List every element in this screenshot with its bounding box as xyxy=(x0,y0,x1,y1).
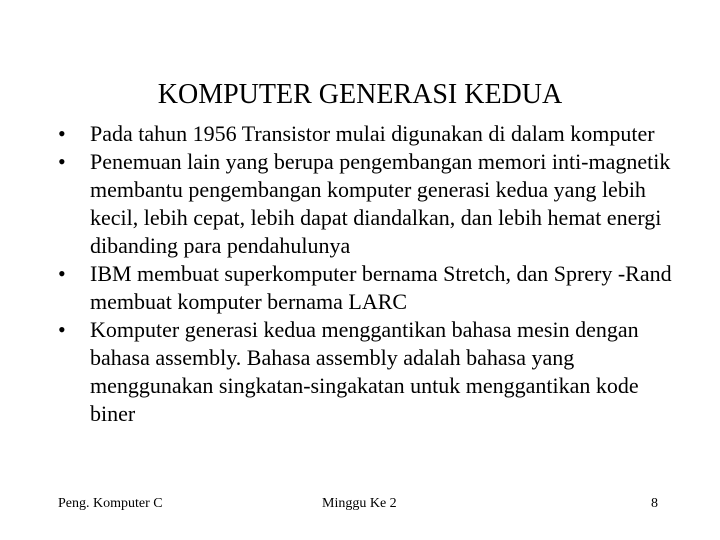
bullet-list xyxy=(58,120,678,428)
bullet-item xyxy=(58,120,678,148)
bullet-item xyxy=(58,316,678,428)
bullet-marker: • xyxy=(58,261,66,286)
bullet-text: IBM membuat superkomputer bernama Stretch, dan Sprery -Rand membuat komputer bernama LARC xyxy=(90,261,672,314)
bullet-item xyxy=(58,148,678,260)
footer-course-label: Peng. Komputer C xyxy=(58,496,163,511)
bullet-item xyxy=(58,260,678,316)
bullet-text: Komputer generasi kedua menggantikan bahasa mesin dengan bahasa assembly. Bahasa assembly adalah bahasa yang menggunakan singkatan-singakatan untuk menggantikan kode biner xyxy=(90,317,639,426)
bullet-text: Penemuan lain yang berupa pengembangan memori inti-magnetik membantu pengembangan komputer generasi kedua yang lebih kecil, lebih cepat, lebih dapat diandalkan, dan lebih hemat energi dibanding para pendahulunya xyxy=(90,149,671,258)
bullet-marker: • xyxy=(58,121,66,146)
bullet-marker: • xyxy=(58,317,66,342)
footer-page-number: 8 xyxy=(651,496,658,511)
slide-title: KOMPUTER GENERASI KEDUA xyxy=(157,78,563,110)
footer-week-label: Minggu Ke 2 xyxy=(322,496,397,511)
bullet-marker: • xyxy=(58,149,66,174)
bullet-text: Pada tahun 1956 Transistor mulai digunakan di dalam komputer xyxy=(90,121,655,146)
